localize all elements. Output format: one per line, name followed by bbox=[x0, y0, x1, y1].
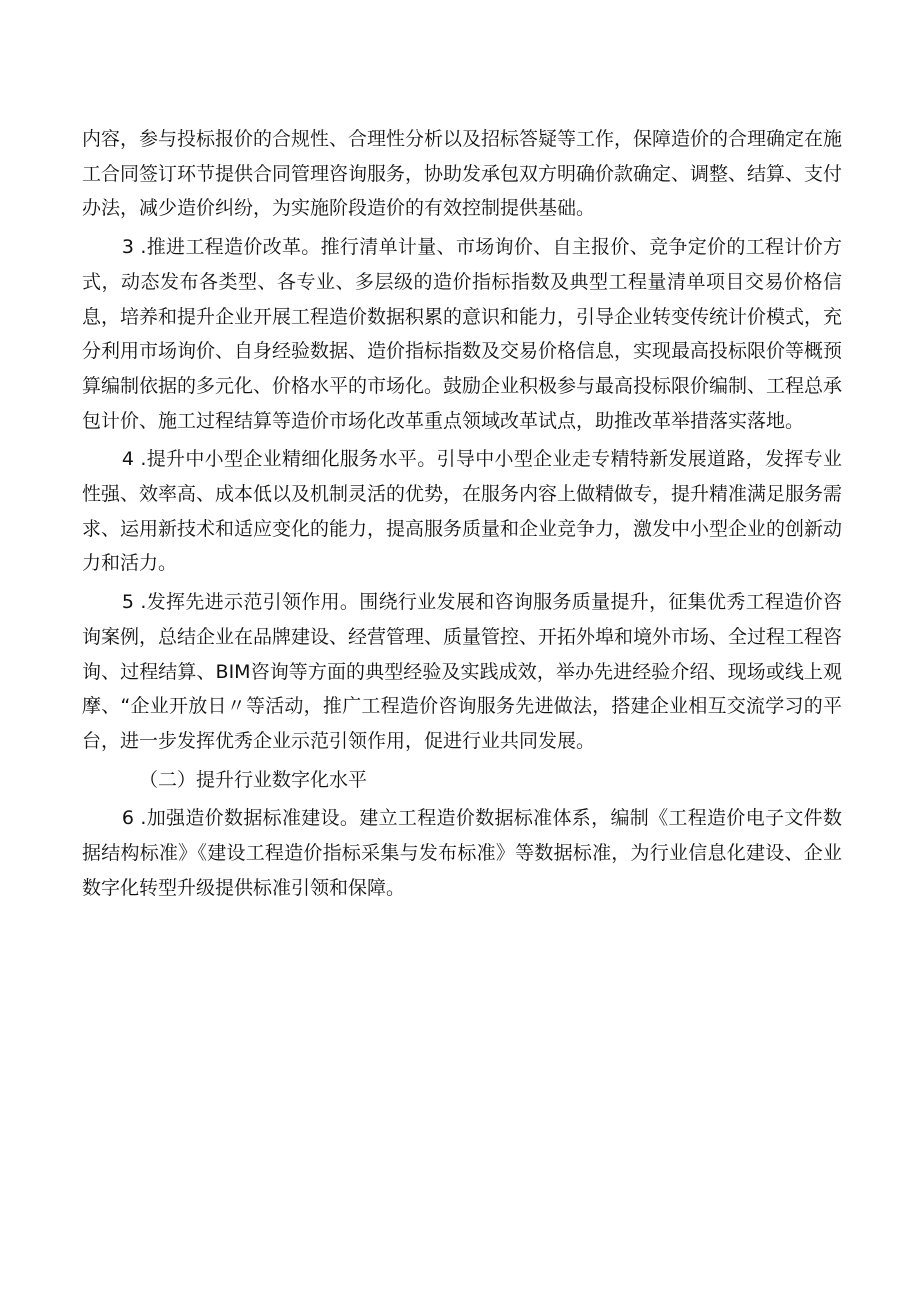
paragraph-continuation: 内容，参与投标报价的合规性、合理性分析以及招标答疑等工作，保障造价的合理确定在施工合同签订环节提供合同管理咨询服务，协助发承包双方明确价款确定、调整、结算、支付办法，减少造价纠纷，为实施阶段造价的有效控制提供基础。 bbox=[82, 128, 843, 220]
section-heading: （二）提升行业数字化水平 bbox=[139, 768, 368, 791]
paragraph-item-6: 6 .加强造价数据标准建设。建立工程造价数据标准体系，编制《工程造价电子文件数据结构标准》《建设工程造价指标采集与发布标准》等数据标准，为行业信息化建设、企业数字化转型升级提供标准引领和保障。 bbox=[82, 807, 842, 899]
paragraph-item-4: 4 .提升中小型企业精细化服务水平。引导中小型企业走专精特新发展道路，发挥专业性强、效率高、成本低以及机制灵活的优势，在服务内容上做精做专，提升精准满足服务需求、运用新技术和适应变化的能力，提高服务质量和企业竞争力，激发中小型企业的创新动力和活力。 bbox=[82, 448, 843, 575]
document-body bbox=[82, 122, 842, 905]
paragraph-item-5: 5 .发挥先进示范引领作用。围绕行业发展和咨询服务质量提升，征集优秀工程造价咨询案例，总结企业在品牌建设、经营管理、质量管控、开拓外埠和境外市场、全过程工程咨询、过程结算、BIM咨询等方面的典型经验及实践成效，举办先进经验介绍、现场或线上观摩、“企业开放日〃等活动，推广工程造价咨询服务先进做法，搭建企业相互交流学习的平台，进一步发挥优秀企业示范引领作用，促进行业共同发展。 bbox=[82, 591, 843, 752]
paragraph-item-3: 3 .推进工程造价改革。推行清单计量、市场询价、自主报价、竞争定价的工程计价方式，动态发布各类型、各专业、多层级的造价指标指数及典型工程量清单项目交易价格信息，培养和提升企业开展工程造价数据积累的意识和能力，引导企业转变传统计价模式，充分利用市场询价、自身经验数据、造价指标指数及交易价格信息，实现最高投标限价等概预算编制依据的多元化、价格水平的市场化。鼓励企业积极参与最高投标限价编制、工程总承包计价、施工过程结算等造价市场化改革重点领域改革试点，助推改革举措落实落地。 bbox=[82, 236, 843, 432]
